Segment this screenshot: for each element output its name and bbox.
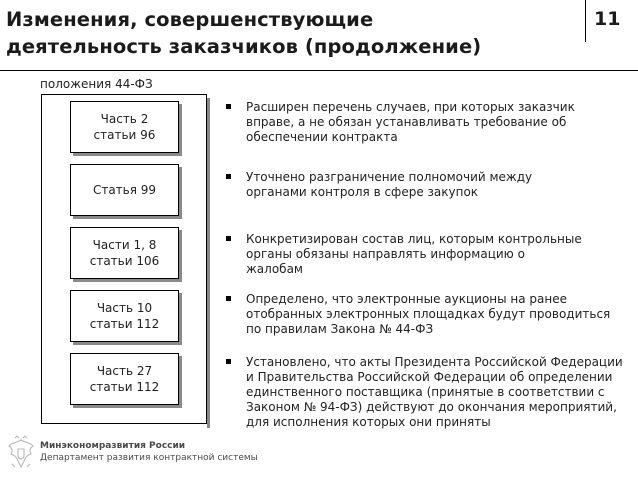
bullet-item: Конкретизирован состав лиц, которым контрольные органы обязаны направлять информацию о жалобам [224, 232, 634, 277]
article-box [70, 164, 179, 216]
bullet-square-icon [226, 359, 231, 364]
department-name: Департамент развития контрактной системы [40, 453, 258, 463]
law-provisions-label: положения 44-ФЗ [40, 77, 153, 91]
footer [6, 434, 306, 474]
article-line-1: Статья 99 [92, 183, 157, 197]
bullet-square-icon [226, 174, 231, 179]
bullet-item: Установлено, что акты Президента Российской Федерации и Правительства Российской Федерации об определении единственного поставщика (принятые в соответствии с Законом № 94-ФЗ) действуют до окончания мероприятий, для исполнения которых они приняты [224, 355, 634, 430]
page-number: 11 [594, 8, 621, 30]
coat-of-arms-icon [6, 434, 36, 472]
article-line-2: статьи 112 [89, 380, 160, 394]
title-line-1: Изменения, совершенствующие [6, 8, 374, 31]
article-line-2: статьи 96 [93, 128, 156, 142]
bullet-square-icon [226, 104, 231, 109]
bullet-square-icon [226, 296, 231, 301]
ministry-name: Минэкономразвития России [40, 441, 186, 451]
bullet-square-icon [226, 236, 231, 241]
bullet-item: Расширен перечень случаев, при которых заказчик вправе, а не обязан устанавливать требование об обеспечении контракта [224, 100, 634, 145]
article-line-1: Часть 2 [100, 112, 149, 126]
article-line-1: Часть 10 [96, 301, 153, 315]
header-divider-vertical [585, 0, 586, 42]
article-line-2: статьи 112 [89, 317, 160, 331]
article-box [70, 227, 179, 279]
bullet-item: Определено, что электронные аукционы на ранее отобранных электронных площадках будут проводиться по правилам Закона № 44-ФЗ [224, 292, 634, 337]
article-box [70, 101, 179, 153]
article-line-1: Части 1, 8 [92, 238, 157, 252]
title-line-2: деятельность заказчиков (продолжение) [6, 35, 482, 58]
article-box [70, 353, 179, 405]
article-line-1: Часть 27 [96, 364, 153, 378]
header-divider-horizontal [0, 70, 638, 71]
slide-title [6, 6, 576, 60]
bullet-item: Уточнено разграничение полномочий между органами контроля в сфере закупок [224, 170, 634, 200]
article-line-2: статьи 106 [89, 254, 160, 268]
article-box [70, 290, 179, 342]
